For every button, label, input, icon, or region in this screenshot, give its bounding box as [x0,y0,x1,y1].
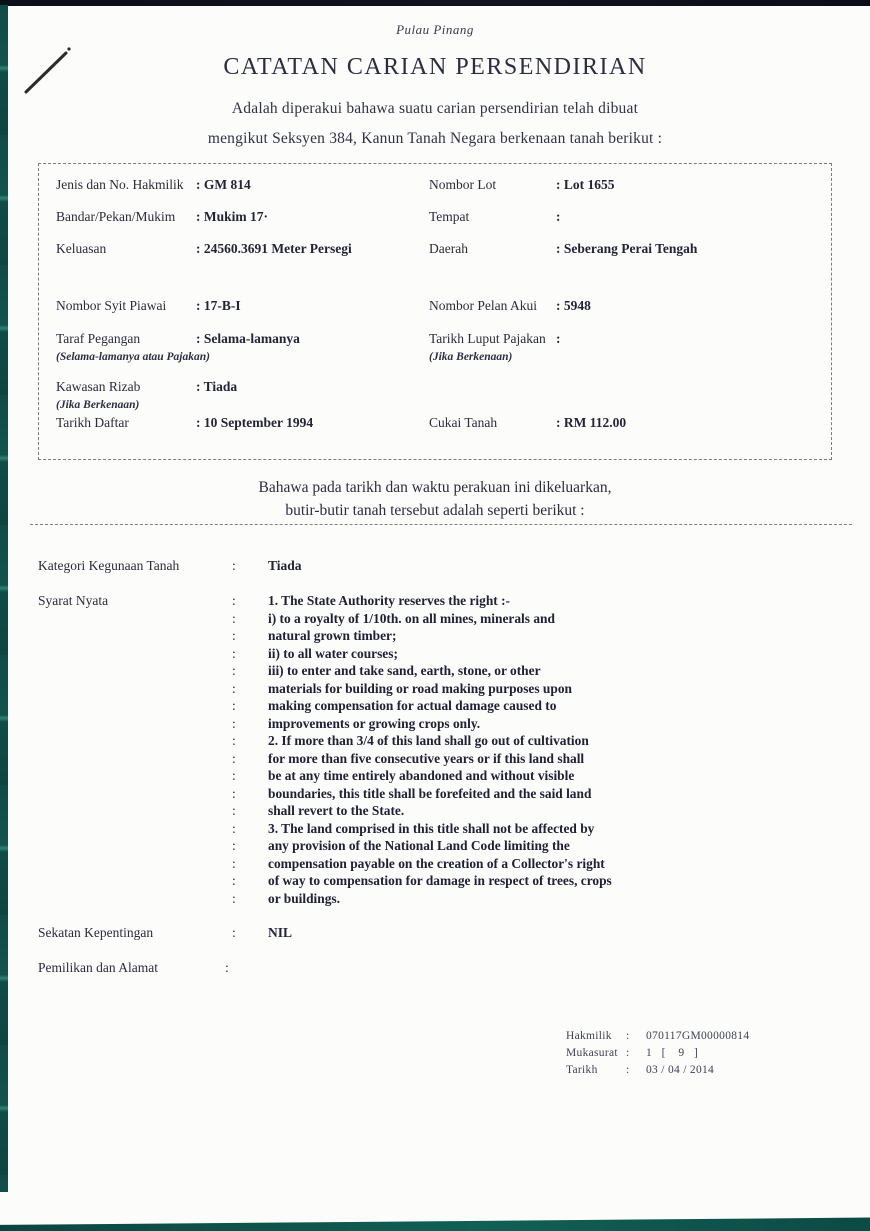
field-label: Tarikh Luput Pajakan [429,331,546,346]
top-scan-band [0,0,870,6]
reference-mukasurat [566,1047,846,1064]
intro-line-1: Adalah diperakui bahawa suatu carian persendirian telah dibuat [231,100,639,117]
field-label: Taraf Pegangan [56,331,141,346]
condition-line: : 2. If more than 3/4 of this land shall go out of cultivation [232,733,589,748]
field-value: : Seberang Perai Tengah [556,241,698,256]
colon: : [232,628,236,643]
colon: : [232,558,236,573]
condition-line: : materials for building or road making purposes upon [232,680,572,696]
condition-line: : i) to a royalty of 1/10th. on all mines, minerals and [232,610,555,626]
condition-line: : improvements or growing crops only. [232,715,481,731]
bottom-scan-band [0,1215,870,1231]
field-label: Daerah [429,241,468,256]
reference-value: 1 [ 9 ] [646,1047,699,1059]
condition-line: : shall revert to the State. [232,803,405,818]
field-value: : RM 112.00 [556,415,627,430]
condition-line: : making compensation for actual damage caused to [232,698,557,713]
field-bandar-pekan-mukim [39,209,831,229]
reference-label: Tarikh [566,1064,598,1076]
field-value: NIL [268,925,293,940]
field-label: Kategori Kegunaan Tanah [38,558,180,573]
intro-line-2: mengikut Seksyen 384, Kanun Tanah Negara berkenaan tanah berikut : [207,130,663,147]
left-scan-stripe [0,5,8,1192]
field-value: : 24560.3691 Meter Persegi [196,241,352,256]
document-reference-block [566,1030,846,1081]
field-note: (Selama-lamanya atau Pajakan) [56,351,210,363]
colon: : [232,645,236,661]
reference-tarikh [566,1064,846,1081]
reference-value: 03 / 04 / 2014 [646,1064,715,1076]
field-value: : 5948 [556,298,591,313]
colon: : [232,610,236,626]
condition-line: : compensation payable on the creation of a Collector's right [232,855,605,871]
land-info-table [38,163,832,460]
syarat-nyata-conditions [232,593,792,908]
colon: : [232,768,236,783]
field-label: Kawasan Rizab [56,379,141,394]
colon: : [232,925,236,940]
colon: : [232,715,236,731]
colon: : [232,855,236,871]
field-value: : Selama-lamanya [196,331,300,346]
field-syit-piawai-pelan-akui [39,298,831,318]
colon: : [232,750,236,766]
dashed-separator [30,524,852,525]
field-value: : GM 814 [196,177,251,192]
colon: : [626,1030,630,1042]
condition-line: : boundaries, this title shall be forefeited and the said land [232,785,592,801]
field-keluasan-daerah [39,241,831,261]
condition-line: : ii) to all water courses; [232,645,398,661]
condition-line: : natural grown timber; [232,628,397,643]
certification-line-1: Bahawa pada tarikh dan waktu perakuan ini dikeluarkan, [258,479,612,496]
field-value: Tiada [268,558,302,573]
colon: : [232,873,236,888]
field-taraf-pegangan-tarikh-luput [39,331,831,351]
reference-value: 070117GM00000814 [646,1030,750,1042]
field-label: Tarikh Daftar [56,415,129,430]
field-label: Bandar/Pekan/Mukim [56,209,176,224]
field-value: : Lot 1655 [556,177,615,192]
field-value: : 17-B-I [196,298,241,313]
colon: : [626,1064,630,1076]
field-label: Syarat Nyata [38,593,109,608]
colon: : [232,698,236,713]
field-value: : [556,331,561,346]
condition-line: : iii) to enter and take sand, earth, stone, or other [232,663,541,678]
reference-label: Hakmilik [566,1030,612,1042]
condition-line: : 3. The land comprised in this title shall not be affected by [232,820,595,836]
colon: : [232,890,236,906]
condition-line: : any provision of the National Land Code limiting the [232,838,570,853]
colon: : [232,820,236,836]
region-label: Pulau Pinang [396,22,474,37]
reference-hakmilik [566,1030,846,1047]
document-title: CATATAN CARIAN PERSENDIRIAN [223,54,647,80]
field-value: : Tiada [196,379,238,394]
field-label: Tempat [429,209,470,224]
field-value: : [556,209,561,224]
field-kawasan-rizab [39,379,831,399]
colon: : [232,593,236,608]
colon: : [232,680,236,696]
field-label: Sekatan Kepentingan [38,925,154,940]
colon: : [232,663,236,678]
field-jenis-no-hakmilik [39,177,831,197]
colon: : [225,960,229,975]
condition-line: : or buildings. [232,890,340,906]
field-label: Nombor Syit Piawai [56,298,167,313]
certification-line-2: butir-butir tanah tersebut adalah seperti berikut : [285,502,585,519]
field-tarikh-daftar-cukai-tanah [39,415,831,435]
field-label: Cukai Tanah [429,415,498,430]
field-notes-row [39,351,831,371]
colon: : [232,803,236,818]
colon: : [232,733,236,748]
condition-line: : of way to compensation for damage in respect of trees, crops [232,873,612,888]
field-label: Nombor Pelan Akui [429,298,537,313]
colon: : [232,838,236,853]
field-label: Keluasan [56,241,107,256]
field-note: (Jika Berkenaan) [429,351,513,363]
field-value: : Mukim 17· [196,209,269,224]
reference-label: Mukasurat [566,1047,618,1059]
condition-line: : be at any time entirely abandoned and without visible [232,768,575,783]
field-label: Pemilikan dan Alamat [38,960,158,975]
certification-statement [0,476,870,522]
field-label: Nombor Lot [429,177,497,192]
colon: : [232,785,236,801]
condition-line: : for more than five consecutive years or if this land shall [232,750,585,766]
colon: : [626,1047,630,1059]
field-label: Jenis dan No. Hakmilik [56,177,184,192]
field-note: (Jika Berkenaan) [56,399,140,411]
condition-line: : 1. The State Authority reserves the right :- [232,593,510,608]
field-value: : 10 September 1994 [196,415,314,430]
